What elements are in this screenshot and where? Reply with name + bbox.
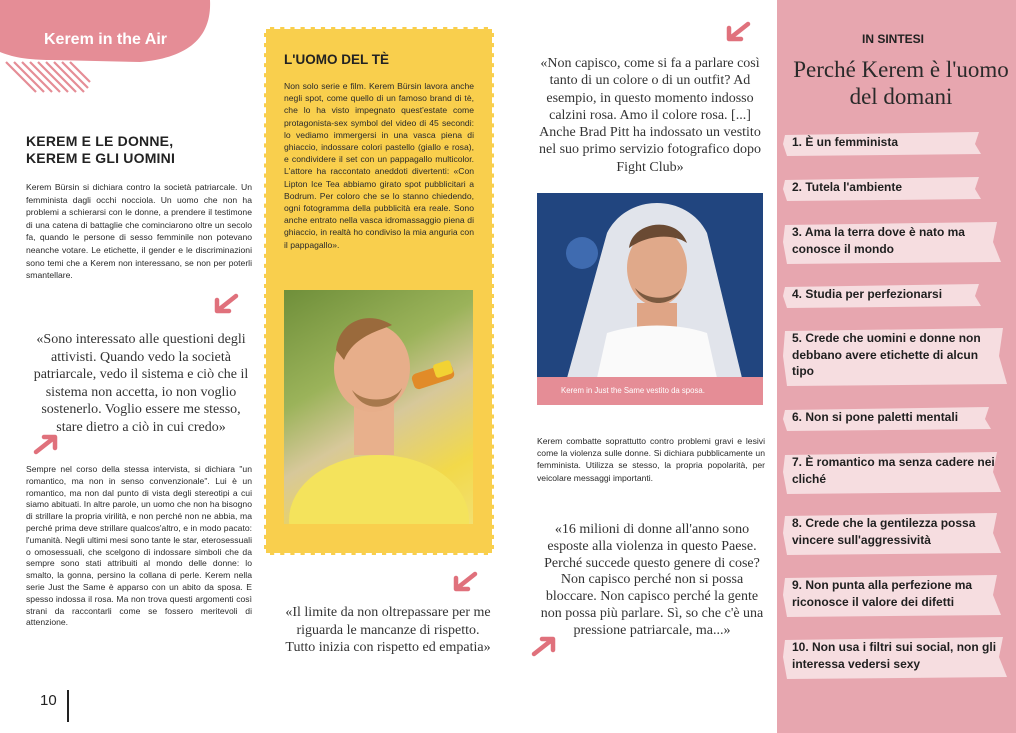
arrow-down-left-icon-2	[447, 570, 479, 596]
summary-item-label: 1. È un femminista	[792, 135, 899, 149]
summary-item-10	[783, 637, 1003, 671]
summary-item-label: 7. È romantico ma senza cadere nei cliché	[792, 455, 995, 486]
summary-item-label: 4. Studia per perfezionarsi	[792, 287, 943, 301]
summary-item-label: 6. Non si pone paletti mentali	[792, 410, 959, 424]
article-heading-line2: KEREM E GLI UOMINI	[26, 150, 176, 166]
photo-caption: Kerem in Just the Same vestito da sposa.	[537, 377, 763, 405]
article-heading-line1: KEREM E LE DONNE,	[26, 133, 174, 149]
summary-item-1	[783, 132, 1003, 162]
pull-quote-pink: «Non capisco, come si fa a parlare così tanto di un colore o di un outfit? Ad esempio, in questo momento indosso calzini rosa. Amo il colore rosa. [...] Anche Brad Pitt ha indossato un vestito nel suo primo servizio fotografico dopo Fight Club»	[538, 56, 761, 175]
section-label: Kerem in the Air	[44, 31, 167, 48]
summary-item-6	[783, 407, 1003, 437]
summary-item-4	[783, 284, 1003, 314]
summary-item-label: 9. Non punta alla perfezione ma riconosce il valore dei difetti	[792, 578, 973, 609]
violence-paragraph: Kerem combatte soprattutto contro problemi gravi e lesivi come la violenza sulle donne. Si dichiara pubblicamente un femminista. Utilizza se stesso, la propria popolarità, per veicolare messaggi importanti.	[537, 436, 765, 483]
box-title: L'UOMO DEL TÈ	[284, 52, 389, 67]
photo-kerem-bridal-veil	[537, 193, 763, 405]
arrow-up-right-icon	[32, 430, 64, 456]
summary-item-8	[783, 513, 1003, 547]
article-heading	[26, 133, 246, 167]
summary-item-3	[783, 222, 1003, 256]
summary-item-label: 5. Crede che uomini e donne non debbano avere etichette di alcun tipo	[792, 331, 981, 378]
arrow-down-left-icon	[208, 292, 240, 318]
summary-item-5	[783, 328, 1003, 378]
page-number-divider	[67, 690, 69, 722]
summary-item-7	[783, 452, 1003, 486]
summary-title: Perché Kerem è l'uomo del domani	[793, 57, 1009, 109]
summary-item-label: 10. Non usa i filtri sui social, non gli interessa vedersi sexy	[792, 640, 997, 671]
page-number: 10	[40, 692, 57, 709]
intro-paragraph: Kerem Bürsin si dichiara contro la società patriarcale. Un femminista dagli occhi nocciola. Un uomo che non ha problemi a schierarsi con le donne, a prendere il testimone di una catena di battaglie che cominciarono oltre un secolo fa, quando le persone di sesso femminile non potevano neanche votare. Le etichette, il gender e le discriminazioni sono temi che a Kerem non interessano, se non per poterli smantellare.	[26, 182, 252, 281]
summary-item-label: 3. Ama la terra dove è nato ma conosce il mondo	[792, 225, 965, 256]
summary-item-2	[783, 177, 1003, 207]
summary-item-9	[783, 575, 1003, 609]
pull-quote-respect: «Il limite da non oltrepassare per me riguarda le mancanze di rispetto. Tutto inizia con rispetto ed empatia»	[285, 605, 491, 655]
arrow-up-right-icon-2	[530, 632, 562, 658]
box-text: Non solo serie e film. Kerem Bürsin lavora anche negli spot, come quello di un famoso brand di tè, che lo ha visto impegnato quest'estate come protagonista-sex symbol del video di 45 secondi: lo vediamo immergersi in una vasca piena di ghiaccio, indossare colori pastello (giallo e rosa), e condividere il set con un pappagallo multicolor. L'attore ha raccontato aneddoti divertenti: «Con Lipton Ice Tea abbiamo girato spot pubblicitari a Bodrum. Per coloro che se lo stanno chiedendo, ogni fotogramma della pubblicità era reale. Sono anche entrato nella vasca idromassaggio piena di ghiaccio, in realtà ho condiviso la mia anguria con il pappagallo».	[284, 81, 474, 250]
romantic-paragraph: Sempre nel corso della stessa intervista, si dichiara "un romantico, ma non in senso convenzionale". Lui è un romantico, ma non dal punto di vista degli stereotipi a cui siamo abituati. In altre parole, un uomo che non ha bisogno di strillare la propria virilità, e non perché non ne abbia, ma perché prima deve strillare qualcos'altro, e in modo pacato: l'umanità. Negli ultimi mesi sono tante le star, eterosessuali o omosessuali, che scelgono di indossare simboli che da sempre sono stati attribuiti al mondo delle donne: lo smalto, la gonna, persino la collana di perle. Kerem nella serie Just the Same è apparso con un abito da sposa. E spesso indossa il rosa. Ma non trova questi argomenti così strani da raccontarli come se fossero meritevoli di attenzione.	[26, 464, 252, 628]
summary-item-label: 8. Crede che la gentilezza possa vincere sull'aggressività	[792, 516, 976, 547]
summary-item-label: 2. Tutela l'ambiente	[792, 180, 902, 194]
arrow-down-left-icon-3	[720, 20, 752, 46]
pull-quote-violence: «16 milioni di donne all'anno sono esposte alla violenza in questo Paese. Perché succede questo genere di cose? Non capisco perché non si possa bloccare. Non capisco perché la gente non possa più parlare. Sì, so che c'è una pressione patriarcale, ma...»	[540, 522, 764, 638]
summary-label: IN SINTESI	[862, 32, 925, 46]
pull-quote-activists: «Sono interessato alle questioni degli attivisti. Quando vedo la società patriarcale, vedo il sistema e ciò che il sistema non accetta, io non voglio sostenerlo. Voglio essere me stesso, stare dietro a ciò in cui credo»	[33, 332, 249, 435]
section-header-tab	[0, 0, 215, 110]
photo-kerem-drinking	[284, 290, 473, 524]
